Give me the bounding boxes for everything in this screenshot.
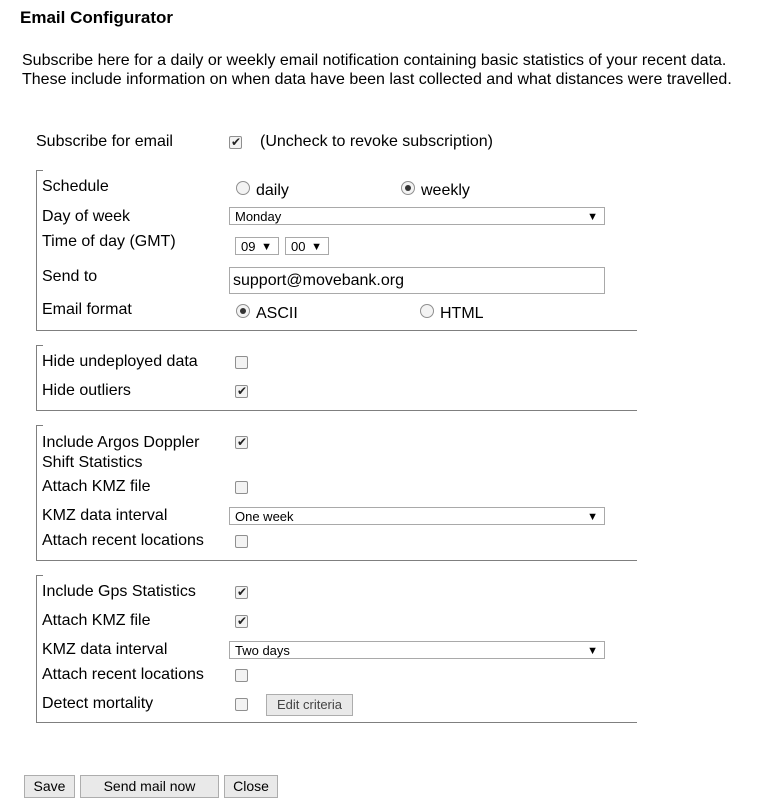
hour-select[interactable] [235,237,279,255]
edit-criteria-button[interactable]: Edit criteria [266,694,353,716]
gps-interval-label: KMZ data interval [42,641,168,658]
argos-kmz-label: Attach KMZ file [42,478,151,495]
dropdown-arrow-icon: ▼ [261,241,272,253]
day-of-week-value: Monday [235,209,282,224]
intro-line-1: Subscribe here for a daily or weekly email notification containing basic statistics of your recent data. [22,52,727,69]
argos-include-label-line-1: Include Argos Doppler [42,434,200,451]
dropdown-arrow-icon: ▼ [587,511,598,523]
argos-kmz-checkbox[interactable] [235,481,248,494]
gps-include-label: Include Gps Statistics [42,583,196,600]
close-button[interactable]: Close [224,775,278,798]
argos-recent-checkbox[interactable] [235,535,248,548]
dropdown-arrow-icon: ▼ [587,211,598,223]
schedule-label: Schedule [42,178,109,195]
detect-mortality-checkbox[interactable] [235,698,248,711]
checkmark-icon: ✔ [231,135,242,149]
gps-recent-label: Attach recent locations [42,666,204,683]
hour-value: 09 [241,239,256,254]
gps-kmz-label: Attach KMZ file [42,612,151,629]
radio-daily-label: daily [256,182,289,199]
radio-weekly-label: weekly [421,182,470,199]
subscribe-checkbox[interactable] [229,136,242,149]
page-title: Email Configurator [20,8,174,27]
minute-select[interactable] [285,237,329,255]
send-to-label: Send to [42,268,98,285]
gps-kmz-checkbox[interactable] [235,615,248,628]
detect-mortality-label: Detect mortality [42,695,154,712]
gps-interval-select[interactable] [229,641,605,659]
radio-daily[interactable] [236,181,250,195]
argos-interval-value: One week [235,509,294,524]
hide-undeployed-label: Hide undeployed data [42,353,198,370]
subscribe-label: Subscribe for email [36,133,173,150]
subscribe-hint: (Uncheck to revoke subscription) [260,133,493,150]
gps-include-checkbox[interactable] [235,586,248,599]
save-button[interactable]: Save [24,775,75,798]
time-of-day-label: Time of day (GMT) [42,233,176,250]
email-format-label: Email format [42,301,132,318]
dropdown-arrow-icon: ▼ [311,241,322,253]
minute-value: 00 [291,239,306,254]
intro-line-2: These include information on when data have been last collected and what distances were travelled. [22,71,732,88]
argos-recent-label: Attach recent locations [42,532,204,549]
gps-interval-value: Two days [235,643,290,658]
radio-weekly[interactable] [401,181,415,195]
radio-html[interactable] [420,304,434,318]
argos-include-checkbox[interactable] [235,436,248,449]
radio-ascii[interactable] [236,304,250,318]
gps-recent-checkbox[interactable] [235,669,248,682]
dropdown-arrow-icon: ▼ [587,645,598,657]
hide-undeployed-checkbox[interactable] [235,356,248,369]
day-of-week-label: Day of week [42,208,131,225]
day-of-week-select[interactable] [229,207,605,225]
checkmark-icon: ✔ [237,585,248,599]
argos-include-label-line-2: Shift Statistics [42,454,143,471]
send-to-input[interactable] [229,267,605,294]
argos-include-label [42,433,199,473]
hide-outliers-label: Hide outliers [42,382,131,399]
checkmark-icon: ✔ [237,384,248,398]
checkmark-icon: ✔ [237,435,248,449]
argos-interval-label: KMZ data interval [42,507,168,524]
send-mail-now-button[interactable]: Send mail now [80,775,219,798]
argos-interval-select[interactable] [229,507,605,525]
checkmark-icon: ✔ [237,614,248,628]
radio-ascii-label: ASCII [256,305,298,322]
intro-text [22,51,732,89]
radio-html-label: HTML [440,305,484,322]
hide-outliers-checkbox[interactable] [235,385,248,398]
